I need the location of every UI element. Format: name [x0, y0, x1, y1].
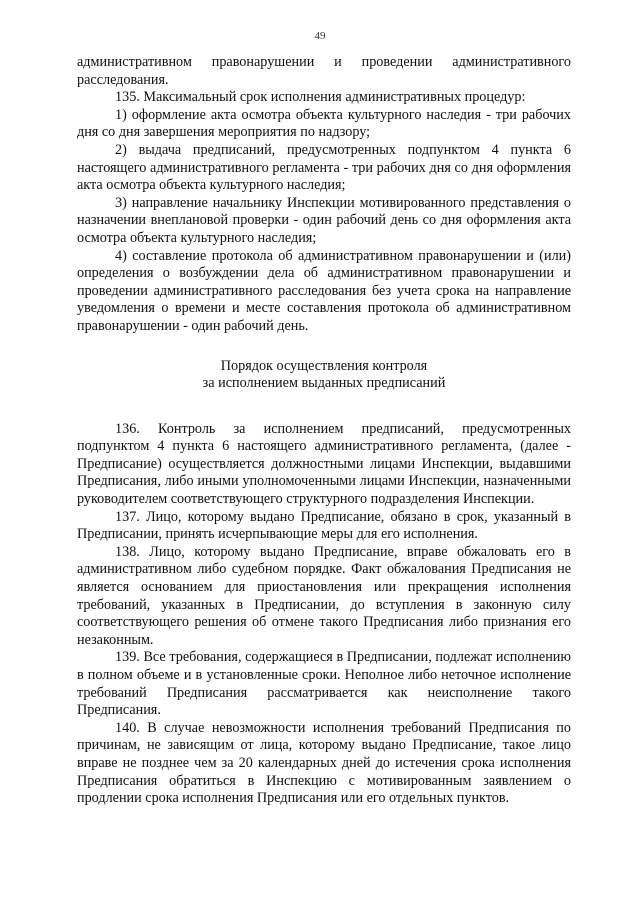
paragraphs-bottom [77, 421, 571, 808]
paragraph: 138. Лицо, которому выдано Предписание, вправе обжаловать его в административном либо судебном порядке. Факт обжалования Предписания не является основанием для приостановления или прекращения исполнения требований, указанных в Предписании, до вступления в законную силу соответствующего решения об отмене такого Предписания либо признания его незаконным. [77, 543, 571, 648]
paragraph: 4) составление протокола об административном правонарушении и (или) определения о возбуждении дела об административном правонарушении и проведении административного расследования без учета срока на направление уведомления о времени и месте составления протокола об административном правонарушении - один рабочий день. [77, 247, 571, 334]
paragraph: 1) оформление акта осмотра объекта культурного наследия - три рабочих дня со дня завершения мероприятия по надзору; [77, 106, 571, 141]
paragraph: 135. Максимальный срок исполнения административных процедур: [115, 89, 526, 106]
section-heading-line-1: Порядок осуществления контроля [220, 357, 428, 374]
paragraph: 139. Все требования, содержащиеся в Предписании, подлежат исполнению в полном объеме и в установленные сроки. Неполное либо неточное исполнение требований Предписания рассматривается как неисполнение такого Предписания. [77, 649, 571, 719]
paragraph: 136. Контроль за исполнением предписаний, предусмотренных подпунктом 4 пункта 6 настоящего административного регламента, (далее - Предписание) осуществляется должностными лицами Инспекции, выдавшими Предписания, либо иными уполномоченными лицами Инспекции, назначенными руководителем соответствующего структурного подразделения Инспекции. [77, 420, 571, 508]
paragraph: 140. В случае невозможности исполнения требований Предписания по причинам, не зависящим от лица, которому выдано Предписание, такое лицо вправе не позднее чем за 20 календарных дней до истечения срока исполнения Предписания обратиться в Инспекцию с мотивированным заявлением о продлении срока исполнения Предписания или его отдельных пунктов. [77, 719, 571, 807]
section-heading-line-2: за исполнением выданных предписаний [202, 375, 446, 392]
paragraph: административном правонарушении и проведении административного расследования. [77, 54, 571, 88]
section-heading [77, 358, 571, 393]
paragraph: 2) выдача предписаний, предусмотренных подпунктом 4 пункта 6 настоящего административного регламента - три рабочих дня со дня оформления акта осмотра объекта культурного наследия; [77, 141, 571, 194]
paragraph: 137. Лицо, которому выдано Предписание, обязано в срок, указанный в Предписании, принять исчерпывающие меры для его исполнения. [77, 508, 571, 543]
paragraph: 3) направление начальнику Инспекции мотивированного представления о назначении внеплановой проверки - один рабочий день со дня оформления акта осмотра объекта культурного наследия; [77, 194, 571, 246]
paragraphs-top [77, 54, 571, 336]
page-number: 49 [314, 30, 326, 42]
document-body [77, 54, 571, 808]
